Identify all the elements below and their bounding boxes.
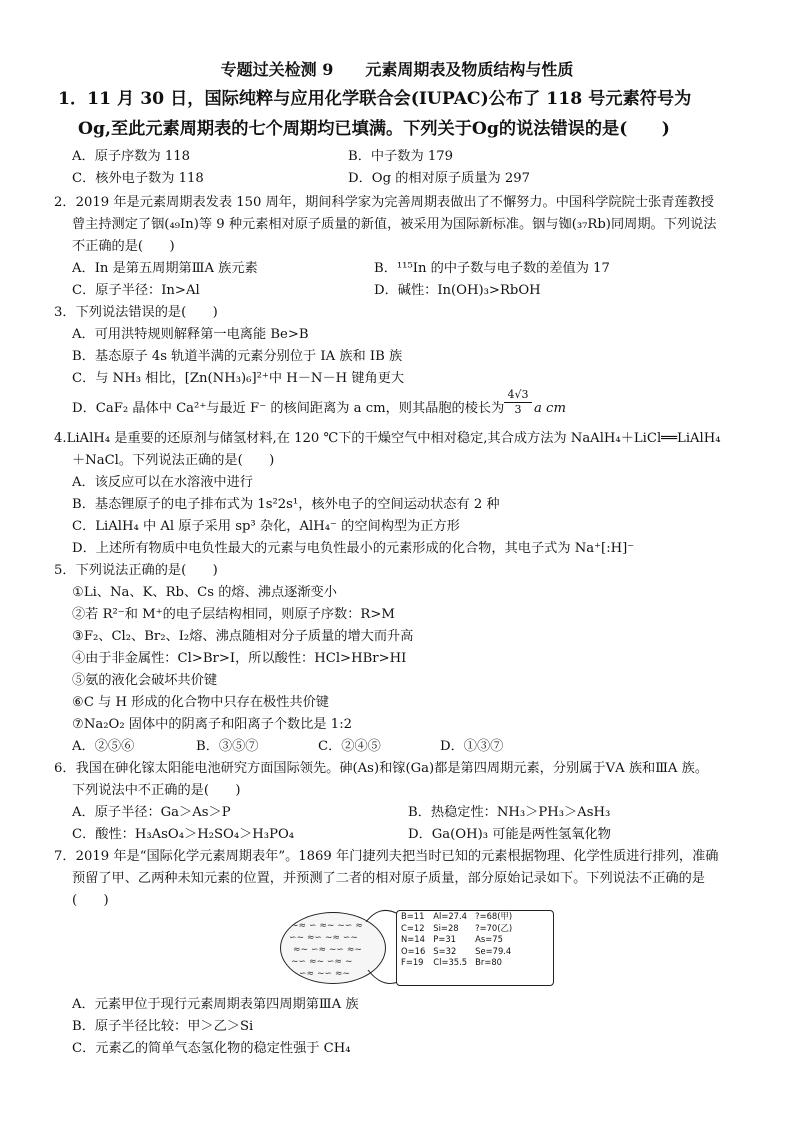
record-table-cell: B=11: [401, 911, 425, 921]
q7-option-b: B．原子半径比较：甲＞乙＞Si: [72, 1019, 254, 1034]
question-7-line-3: ( ): [72, 893, 109, 908]
question-7-line-1: 7．2019 年是“国际化学元素周期表年”。1869 年门捷列夫把当时已知的元素根据物理、化学性质进行排列，准确: [54, 849, 719, 864]
q1-option-d: D．Og 的相对原子质量为 297: [348, 171, 531, 186]
q7-option-c: C．元素乙的简单气态氢化物的稳定性强于 CH₄: [72, 1041, 351, 1056]
q5-item-4: ④由于非金属性：Cl>Br>I，所以酸性：HCl>HBr>HI: [72, 651, 407, 666]
record-table-row: [397, 923, 516, 935]
q1-option-a: A．原子序数为 118: [72, 149, 191, 164]
question-1-line-2: Og,至此元素周期表的七个周期均已填满。下列关于Og的说法错误的是( ): [78, 119, 670, 139]
record-table-cell: As=75: [475, 934, 503, 945]
question-2-line-2: 曾主持测定了铟(₄₉In)等 9 种元素相对原子质量的新值，被采用为国际新标准。铟与铷(₃₇Rb)同周期。下列说法: [72, 217, 717, 232]
record-table-cell: ?=68(甲): [475, 911, 513, 921]
question-3-line-1: 3．下列说法错误的是( ): [54, 305, 218, 320]
q3-option-b: B．基态原子 4s 轨道半满的元素分别位于 ⅠA 族和 ⅠB 族: [72, 349, 403, 364]
q7-option-a: A．元素甲位于现行元素周期表第四周期第ⅢA 族: [72, 997, 359, 1012]
q3-option-c: C．与 NH₃ 相比，[Zn(NH₃)₆]²⁺中 H－N－H 键角更大: [72, 371, 405, 386]
question-2-line-3: 不正确的是( ): [72, 239, 175, 254]
magnifier-lines: [280, 906, 400, 988]
question-6-line-2: 下列说法中不正确的是( ): [72, 783, 241, 798]
q2-option-d: D．碱性：In(OH)₃>RbOH: [374, 283, 541, 298]
record-table-row: [397, 946, 516, 958]
record-table-row: [397, 911, 516, 923]
record-table-cell: Cl=35.5: [433, 957, 468, 968]
record-table-cell: P=31: [433, 934, 457, 945]
record-table-cell: S=32: [433, 945, 457, 956]
q6-option-c: C．酸性：H₃AsO₄＞H₂SO₄＞H₃PO₄: [72, 827, 295, 842]
record-table-cell: Si=28: [433, 922, 459, 933]
q5-option-a: A．②⑤⑥: [72, 739, 135, 754]
q5-option-c: C．②④⑤: [318, 739, 381, 754]
q3-fraction: [504, 388, 532, 417]
q2-option-a: A．In 是第五周期第ⅢA 族元素: [72, 261, 258, 276]
q2-option-b: B．¹¹⁵In 的中子数与电子数的差值为 17: [374, 261, 610, 276]
q3-fraction-denominator: 3: [504, 402, 532, 417]
q6-option-b: B．热稳定性：NH₃＞PH₃＞AsH₃: [408, 805, 611, 820]
q6-option-a: A．原子半径：Ga＞As＞P: [72, 805, 231, 820]
record-table-cell: N=14: [401, 934, 425, 945]
q5-item-6: ⑥C 与 H 形成的化合物中只存在极性共价键: [72, 695, 329, 710]
atomic-mass-table: [396, 910, 554, 986]
mendeleev-record-figure: [280, 906, 550, 988]
q4-option-a: A．该反应可以在水溶液中进行: [72, 475, 253, 490]
q3-fraction-numerator: 4√3: [507, 388, 529, 401]
q1-option-b: B．中子数为 179: [348, 149, 453, 164]
q5-item-7: ⑦Na₂O₂ 固体中的阴离子和阳离子个数比是 1:2: [72, 717, 353, 732]
q5-item-1: ①Li、Na、K、Rb、Cs 的熔、沸点逐渐变小: [72, 585, 337, 600]
question-5-line-1: 5．下列说法正确的是( ): [54, 563, 218, 578]
q3-option-d-tail: a cm: [534, 401, 566, 416]
q6-option-d: D．Ga(OH)₃ 可能是两性氢氧化物: [408, 827, 611, 842]
q4-option-d: D．上述所有物质中电负性最大的元素与电负性最小的元素形成的化合物，其电子式为 Na⁺[:H]⁻: [72, 541, 635, 556]
record-table-cell: Al=27.4: [433, 911, 468, 921]
q5-item-3: ③F₂、Cl₂、Br₂、I₂熔、沸点随相对分子质量的增大而升高: [72, 629, 414, 644]
q5-option-d: D．①③⑦: [440, 739, 504, 754]
handwritten-record-image: ~≈ ∽ ≈~ ~∽ ≈ ∽~ ≈∽ ~≈ ∽~ ≈~ ∽≈ ~∽ ≈~ ~∽ ≈~ ∽≈ ~ ∽≈ ~∽ ≈~: [280, 912, 386, 984]
q5-option-b: B．③⑤⑦: [196, 739, 259, 754]
question-4-line-1: 4.LiAlH₄ 是重要的还原剂与储氢材料,在 120 ℃下的干燥空气中相对稳定,其合成方法为 NaAlH₄＋LiCl══LiAlH₄: [54, 431, 721, 446]
q5-item-2: ②若 R²⁻和 M⁺的电子层结构相同，则原子序数：R>M: [72, 607, 395, 622]
q4-option-b: B．基态锂原子的电子排布式为 1s²2s¹，核外电子的空间运动状态有 2 种: [72, 497, 500, 512]
q1-option-c: C．核外电子数为 118: [72, 171, 204, 186]
record-table-cell: F=19: [401, 957, 424, 968]
page-title: 专题过关检测 9 元素周期表及物质结构与性质: [220, 60, 574, 79]
question-6-line-1: 6．我国在砷化镓太阳能电池研究方面国际领先。砷(As)和镓(Ga)都是第四周期元素，分别属于ⅤA 族和ⅢA 族。: [54, 761, 709, 776]
q5-item-5: ⑤氨的液化会破坏共价键: [72, 673, 218, 688]
q3-option-d: D．CaF₂ 晶体中 Ca²⁺与最近 F⁻ 的核间距离为 a cm，则其晶胞的棱长为: [72, 401, 505, 416]
question-7-line-2: 预留了甲、乙两种未知元素的位置，并预测了二者的相对原子质量，部分原始记录如下。下列说法不正确的是: [72, 871, 705, 886]
question-4-line-2: ＋NaCl。下列说法正确的是( ): [72, 453, 275, 468]
record-table-cell: C=12: [401, 922, 425, 933]
record-table-cell: O=16: [401, 945, 426, 956]
record-table-cell: Br=80: [475, 957, 502, 968]
question-1-line-1: 1．11 月 30 日，国际纯粹与应用化学联合会(IUPAC)公布了 118 号元素符号为: [58, 89, 692, 109]
question-2-line-1: 2．2019 年是元素周期表发表 150 周年，期间科学家为完善周期表做出了不懈努力。中国科学院院士张青莲教授: [54, 195, 714, 210]
record-table-row: [397, 934, 516, 946]
q3-option-a: A．可用洪特规则解释第一电离能 Be>B: [72, 327, 309, 342]
record-table-cell: ?=70(乙): [475, 922, 513, 933]
record-table-cell: Se=79.4: [475, 945, 512, 956]
record-table-row: [397, 957, 516, 969]
q4-option-c: C．LiAlH₄ 中 Al 原子采用 sp³ 杂化，AlH₄⁻ 的空间构型为正方形: [72, 519, 460, 534]
q2-option-c: C．原子半径：In>Al: [72, 283, 200, 298]
